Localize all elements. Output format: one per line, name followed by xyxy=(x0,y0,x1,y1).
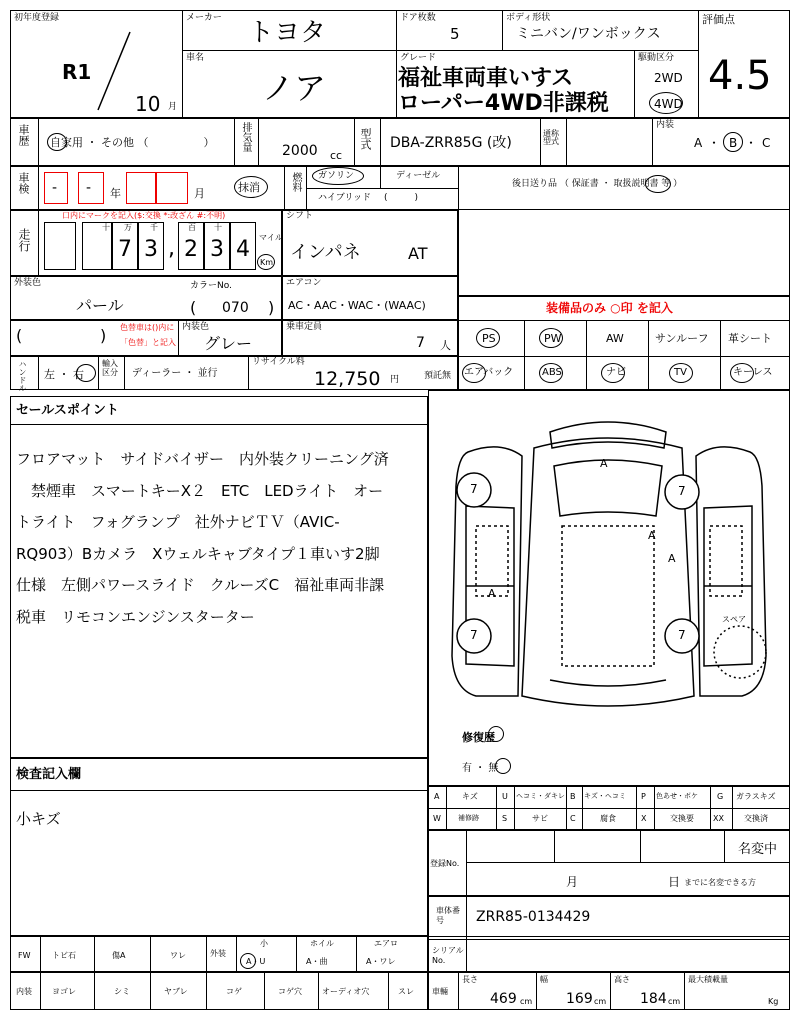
selected-mark xyxy=(240,953,256,969)
divider xyxy=(306,188,458,189)
repaint-note: 「色替」と記入 xyxy=(120,338,176,347)
divider xyxy=(182,10,183,118)
serial-label: シリアルNo. xyxy=(432,946,464,965)
first-reg-year: R1 xyxy=(62,60,92,84)
damage-mark: A xyxy=(600,457,608,470)
first-reg-month: 10 xyxy=(135,92,161,116)
divider xyxy=(380,118,381,166)
recycle-deposit: 預託無 xyxy=(424,371,452,381)
ext-color-label: 外装色 xyxy=(14,278,42,288)
interior-b: B xyxy=(729,136,738,150)
history: 自家用 ・ その他 （ ） xyxy=(50,136,215,149)
fuel-diesel: ディーゼル xyxy=(396,171,441,181)
fuel-label: 燃料 xyxy=(290,172,301,192)
damage-mark: A xyxy=(668,552,676,565)
recycle-unit: 円 xyxy=(390,375,400,385)
auction-sheet: 初年度登録 R1 10 月 メーカー トヨタ ドア枚数 5 ボディ形状 ミニバン/ワンボックス 評価点 4.5 車名 ノア グレード 福祉車両車いすス ローパー4WD非課税 駆動区分 2WD 4WD 車歴 自家用 ・ その他 （ ） 排気量 2000 cc 型式 DBA-ZRR85G (改) 通称型式 内装 A ・ B ・ C 車検 - - 年 月 抹消 燃料 ガソリン ディーゼル ハイブリッド ( ) 後日送り品 （ 保証書 ・ 取扱説明書 等 ） 走行 口内にマークを記入($:交換 *:改ざん #:不明) 7 3 , 2 3 4 十 万 千 百 十 マイル Km シフト インパネ AT 外装色 パール カラーNo. ( 070 ) ( ) 色替車は()内に 「色替」と記入 内装色 グレー エアコン AC・AAC・WAC・(WAAC) 乗車定員 7 人 装備品のみ ○印 を記入 PS PW AW サンルーフ 革シート エアバック ABS ナビ TV キーレス ハンドル 左 ・ 右 輸入区分 ディーラー ・ 並行 リサイクル料 12,750 円 預託無 セールスポイント フロアマット サイドバイザー 内外装クリーニング済 禁煙車 スマートキーX２ ETC LEDライト オー トライト フォグランプ 社外ナビＴＶ（AVIC- RQ903）Bカメラ Xウェルキャブタイプ１車いす2脚 仕様 左側パワースライド クルーズC 福祉車両非課 税車 リモコンエンジンスターター 検査記入欄 小キズ 7 7 7 7 A A A A スペア 修復歴 有 ・ 無 A キズ U ヘコミ・ダキレ B キズ・ヘコミ P 色あせ・ボケ G ガラスキズ W 補修跡 S サビ C 腐食 X 交換要 XX 交換済 登録No. 名変中 月 日 までに名変できる方 車体番号 ZRR85-0134429 FW トビ石 傷A ワレ 外装 小 ホイル エアロ A・U A・曲 A・ワレ シリアルNo. 内装 ヨゴレ シミ ヤブレ コゲ コゲ穴 オーディオ穴 スレ 車輛 長さ 469 cm 幅 169 cm 高さ 184 cm 最大積載量 Kg xyxy=(0,0,800,1024)
equip-sunroof: サンルーフ xyxy=(655,332,709,345)
selected-mark xyxy=(476,328,500,348)
first-reg-label: 初年度登録 xyxy=(14,13,60,23)
selling-points-title: セールスポイント xyxy=(16,403,119,418)
mileage-comma: , xyxy=(168,236,175,261)
handle-label: ハンドル xyxy=(18,360,27,392)
doors-label: ドア枚数 xyxy=(400,13,436,23)
capacity-label: 乗車定員 xyxy=(286,322,323,332)
interior-a: A xyxy=(694,136,703,150)
drive-2wd: 2WD xyxy=(654,71,683,85)
mileage-digit[interactable] xyxy=(44,222,76,270)
equip-abs: ABS xyxy=(542,367,562,378)
tire-depth: 7 xyxy=(678,628,686,642)
mileage-digit[interactable]: 7 xyxy=(112,222,138,270)
selling-points-text: フロアマット サイドバイザー 内外装クリーニング済 禁煙車 スマートキーX２ ETC LEDライト オー トライト フォグランプ 社外ナビＴＶ（AVIC- RQ903）Bカメラ Xウェルキャブタイプ１車いす2脚 仕様 左側パワースライド クルーズC 福祉車両非課 税車 リモコンエンジンスターター xyxy=(16,450,389,626)
selected-mark xyxy=(723,132,743,152)
recycle-value: 12,750 xyxy=(314,368,381,390)
divider xyxy=(634,50,635,118)
score-label: 評価点 xyxy=(702,13,735,26)
divider xyxy=(234,118,235,166)
tire-depth: 7 xyxy=(678,484,686,498)
grade-label: グレード xyxy=(400,53,437,63)
fuel-other: ( ) xyxy=(384,193,419,203)
selected-mark xyxy=(539,363,563,383)
inspection-label: 車検 xyxy=(17,172,30,194)
aircon-label: エアコン xyxy=(286,278,322,288)
selected-mark xyxy=(539,328,563,348)
divider xyxy=(38,166,39,210)
ext-color: パール xyxy=(76,296,124,315)
dimensions-row xyxy=(428,972,790,1010)
dash: - xyxy=(86,180,92,196)
tire-depth: 7 xyxy=(470,628,478,642)
int-color: グレー xyxy=(204,334,253,353)
handle-value: 左 ・ 右 xyxy=(44,368,84,381)
interior-label: 内装 xyxy=(656,120,675,130)
dimensions-label: 車輛 xyxy=(432,987,448,996)
mileage-digit[interactable]: 3 xyxy=(138,222,164,270)
mileage-label: 走行 xyxy=(17,228,31,252)
km-unit: Km xyxy=(260,258,274,267)
fw-label: FW xyxy=(18,951,31,960)
width: 169 xyxy=(566,991,593,1007)
common-type-label: 通称型式 xyxy=(543,129,559,146)
selected-mark xyxy=(76,364,96,382)
drive-label: 駆動区分 xyxy=(638,53,675,63)
selected-mark xyxy=(462,363,486,383)
chassis-number: ZRR85-0134429 xyxy=(476,909,591,925)
mileage-instruction: 口内にマークを記入($:交換 *:改ざん #:不明) xyxy=(62,211,226,220)
equip-ps: PS xyxy=(482,332,496,345)
name-change: 名変中 xyxy=(738,842,778,857)
grade-line2: ローパー4WD非課税 xyxy=(398,91,609,116)
month-unit: 月 xyxy=(168,102,178,112)
chassis-label: 車体番号 xyxy=(436,906,460,925)
exterior-label: 外装 xyxy=(210,949,226,958)
divider xyxy=(182,50,698,51)
selected-mark xyxy=(730,363,754,383)
shift-value: インパネ xyxy=(290,242,361,263)
repair-label: 修復歴 xyxy=(462,731,495,744)
color-no-label: カラーNo. xyxy=(190,281,232,291)
divider xyxy=(38,210,39,276)
equip-leather: 革シート xyxy=(728,332,772,345)
inspection-title: 検査記入欄 xyxy=(16,767,82,782)
divider xyxy=(380,166,381,188)
reg-day: 日 xyxy=(668,875,681,889)
year-unit: 年 xyxy=(110,187,121,200)
equipment-title: 装備品のみ ○印 を記入 xyxy=(546,301,673,315)
equip-aw: AW xyxy=(606,332,624,345)
reg-month: 月 xyxy=(566,875,579,889)
divider xyxy=(396,10,397,118)
selected-mark xyxy=(601,363,625,383)
selected-mark xyxy=(488,726,504,742)
equip-airbag: エアバック xyxy=(464,367,514,378)
history-label: 車歴 xyxy=(17,124,30,146)
mile-unit: マイル xyxy=(259,233,283,242)
cc-unit: cc xyxy=(330,149,343,162)
mileage-digit[interactable]: 3 xyxy=(204,222,230,270)
import-value: ディーラー ・ 並行 xyxy=(132,368,218,379)
import-label: 輸入区分 xyxy=(102,359,118,377)
maker: トヨタ xyxy=(248,18,327,48)
capacity: 7 xyxy=(416,335,425,351)
capacity-unit: 人 xyxy=(440,339,451,352)
doors: 5 xyxy=(450,25,460,43)
grade-line1: 福祉車両車いすス xyxy=(398,66,574,91)
documents-area xyxy=(458,196,790,296)
divider xyxy=(566,118,567,166)
fuel-gasoline: ガソリン xyxy=(318,171,355,181)
divider xyxy=(652,118,653,166)
divider xyxy=(258,118,259,166)
dash: - xyxy=(52,180,58,196)
int-color-label: 内装色 xyxy=(182,322,210,332)
car-diagram xyxy=(430,396,788,726)
inspection-text: 小キズ xyxy=(16,810,61,828)
inspection-month-box[interactable] xyxy=(126,172,156,204)
divider xyxy=(698,10,699,118)
selected-mark xyxy=(234,176,268,198)
interior-c: C xyxy=(762,136,771,150)
repaint-note: 色替車は()内に xyxy=(120,323,175,332)
fuel-hybrid: ハイブリッド xyxy=(318,193,372,203)
interior-row-label: 内装 xyxy=(16,987,32,996)
registration-label: 登録No. xyxy=(430,859,460,868)
equip-pw: PW xyxy=(544,332,562,345)
expired: 抹消 xyxy=(238,181,260,194)
slash-mark xyxy=(90,30,140,112)
selected-mark xyxy=(312,167,364,185)
divider xyxy=(502,10,503,50)
drive-4wd: 4WD xyxy=(654,97,683,111)
equip-keyless: キーレス xyxy=(733,367,773,378)
shift-at: AT xyxy=(408,244,428,263)
divider xyxy=(354,118,355,166)
selected-mark xyxy=(257,254,275,270)
model-type: DBA-ZRR85G (改) xyxy=(390,135,512,151)
divider xyxy=(284,166,285,210)
month-unit: 月 xyxy=(194,187,205,200)
selected-mark xyxy=(47,133,67,151)
body-label: ボディ形状 xyxy=(506,13,551,23)
body-type: ミニバン/ワンボックス xyxy=(516,26,661,42)
divider xyxy=(540,118,541,166)
selected-mark xyxy=(649,92,683,114)
recycle-label: リサイクル料 xyxy=(252,357,305,367)
maker-label: メーカー xyxy=(186,13,222,23)
equip-tv: TV xyxy=(674,367,687,378)
spare-label: スペア xyxy=(722,615,746,624)
height: 184 xyxy=(640,991,667,1007)
documents: 後日送り品 （ 保証書 ・ 取扱説明書 等 ） xyxy=(512,179,683,189)
serial-row xyxy=(428,936,790,972)
selected-mark xyxy=(645,175,671,193)
color-no: 070 xyxy=(222,300,249,316)
length: 469 xyxy=(490,991,517,1007)
divider xyxy=(38,118,39,166)
mileage-digit[interactable]: 2 xyxy=(178,222,204,270)
damage-mark: A xyxy=(648,529,656,542)
aircon-values: AC・AAC・WAC・(WAAC) xyxy=(288,299,426,312)
inspection-month-box[interactable] xyxy=(156,172,188,204)
tire-depth: 7 xyxy=(470,482,478,496)
mileage-digit[interactable]: 4 xyxy=(230,222,256,270)
shift-label: シフト xyxy=(286,211,314,221)
selected-mark xyxy=(669,363,693,383)
model-label: 車名 xyxy=(186,53,205,63)
inspection-notes-box xyxy=(10,758,428,936)
score: 4.5 xyxy=(708,53,772,99)
displacement-label: 排気量 xyxy=(240,122,251,152)
damage-mark: A xyxy=(488,587,496,600)
model: ノア xyxy=(262,69,327,107)
type-label: 型式 xyxy=(359,128,372,150)
repair-value: 有 ・ 無 xyxy=(462,763,499,774)
selected-mark xyxy=(495,758,511,774)
reg-deadline: までに名変できる方 xyxy=(684,878,756,887)
displacement: 2000 xyxy=(282,143,318,159)
equip-navi: ナビ xyxy=(606,367,626,378)
